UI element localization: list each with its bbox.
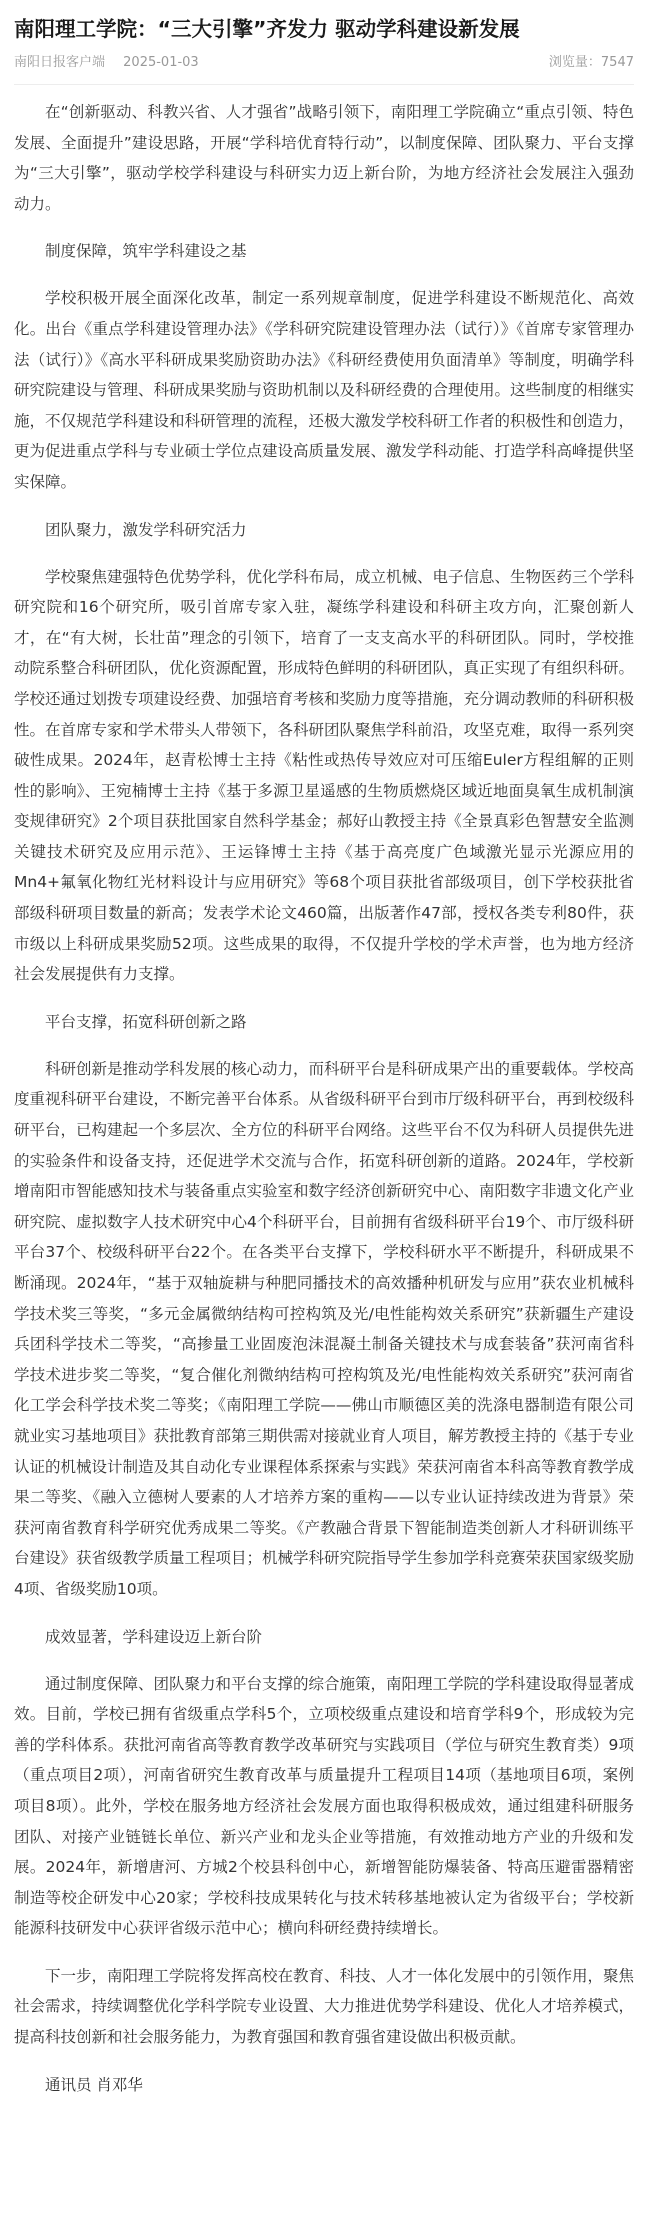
article-title: 南阳理工学院：“三大引擎”齐发力 驱动学科建设新发展 (14, 17, 520, 41)
view-count (549, 54, 634, 72)
section-paragraph: 科研创新是推动学科发展的核心动力，而科研平台是科研成果产出的重要载体。学校高度重视科研平台建设，不断完善平台体系。从省级科研平台到市厅级科研平台，再到校级科研平台，已构建起一个多层次、全方位的科研平台网络。这些平台不仅为科研人员提供先进的实验条件和设备支持，还促进学术交流与合作，拓宽科研创新的道路。2024年，学校新增南阳市智能感知技术与装备重点实验室和数字经济创新研究中心、南阳数字非遗文化产业研究院、虚拟数字人技术研究中心4个科研平台，目前拥有省级科研平台19个、市厅级科研平台37个、校级科研平台22个。在各类平台支撑下，学校科研水平不断提升，科研成果不断涌现。2024年，“基于双轴旋耕与种肥同播技术的高效播种机研发与应用”获农业机械科学技术奖三等奖，“多元金属微纳结构可控构筑及光/电性能构效关系研究”获新疆生产建设兵团科学技术二等奖，“高掺量工业固废泡沫混凝土制备关键技术与成套装备”获河南省科学技术进步奖二等奖，“复合催化剂微纳结构可控构筑及光/电性能构效关系研究”获河南省化工学会科学技术奖二等奖；《南阳理工学院——佛山市顺德区美的洗涤电器制造有限公司就业实习基地项目》获批教育部第三期供需对接就业育人项目，解芳教授主持的《基于专业认证的机械设计制造及其自动化专业课程体系探索与实践》荣获河南省本科高等教育教学成果二等奖、《融入立德树人要素的人才培养方案的重构——以专业认证持续改进为背景》荣获河南省教育科学研究优秀成果二等奖。《产教融合背景下智能制造类创新人才科研训练平台建设》获省级教学质量工程项目；机械学科研究院指导学生参加学科竞赛荣获国家级奖励4项、省级奖励10项。 (14, 1059, 635, 1598)
section-heading: 团队聚力，激发学科研究活力 (45, 520, 247, 539)
article-source: 南阳日报客户端 (14, 55, 106, 70)
article-body (14, 97, 634, 2100)
meta-source-date (14, 54, 199, 72)
article-meta (14, 54, 634, 85)
article-author: 通讯员 肖邓华 (45, 2075, 143, 2094)
view-count-label: 浏览量： (548, 55, 601, 70)
section-heading: 制度保障，筑牢学科建设之基 (45, 242, 247, 261)
section-heading: 成效显著，学科建设迈上新台阶 (45, 1627, 263, 1646)
intro-paragraph: 在“创新驱动、科教兴省、人才强省”战略引领下，南阳理工学院确立“重点引领、特色发展、全面提升”建设思路，开展“学科培优育特行动”，以制度保障、团队聚力、平台支撑为“三大引擎”，驱动学校学科建设与科研实力迈上新台阶，为地方经济社会发展注入强劲动力。 (14, 103, 634, 213)
view-count-value: 7547 (600, 55, 634, 70)
section-paragraph: 学校积极开展全面深化改革，制定一系列规章制度，促进学科建设不断规范化、高效化。出台《重点学科建设管理办法》《学科研究院建设管理办法（试行）》《首席专家管理办法（试行）》《高水平科研成果奖励资助办法》《科研经费使用负面清单》等制度，明确学科研究院建设与管理、科研成果奖励与资助机制以及科研经费的合理使用。这些制度的相继实施，不仅规范学科建设和科研管理的流程，还极大激发学校科研工作者的积极性和创造力，更为促进重点学科与专业硕士学位点建设高质量发展、激发学科动能、打造学科高峰提供坚实保障。 (14, 289, 635, 491)
section-paragraph: 学校聚焦建强特色优势学科，优化学科布局，成立机械、电子信息、生物医药三个学科研究院和16个研究所，吸引首席专家入驻，凝练学科建设和科研主攻方向，汇聚创新人才，在“有大树，长壮苗”理念的引领下，培育了一支支高水平的科研团队。同时，学校推动院系整合科研团队，优化资源配置，形成特色鲜明的科研团队，真正实现了有组织科研。学校还通过划拨专项建设经费、加强培育考核和奖励力度等措施，充分调动教师的科研积极性。在首席专家和学术带头人带领下，各科研团队聚焦学科前沿，攻坚克难，取得一系列突破性成果。2024年，赵青松博士主持《粘性或热传导效应对可压缩Euler方程组解的正则性的影响》、王宛楠博士主持《基于多源卫星遥感的生物质燃烧区域近地面臭氧生成机制演变规律研究》2个项目获批国家自然科学基金；郝好山教授主持《全景真彩色智慧安全监测关键技术研究及应用示范》、王运锋博士主持《基于高亮度广色域激光显示光源应用的Mn4+氟氧化物红光材料设计与应用研究》等68个项目获批省部级项目，创下学校获批省部级科研项目数量的新高；发表学术论文460篇，出版著作47部，授权各类专利80件，获市级以上科研成果奖励52项。这些成果的取得，不仅提升学校的学术声誉，也为地方经济社会发展提供有力支撑。 (14, 567, 635, 984)
section-paragraph: 通过制度保障、团队聚力和平台支撑的综合施策，南阳理工学院的学科建设取得显著成效。目前，学校已拥有省级重点学科5个，立项校级重点建设和培育学科9个，形成较为完善的学科体系。获批河南省高等教育教学改革研究与实践项目（学位与研究生教育类）9项（重点项目2项），河南省研究生教育改革与质量提升工程项目14项（基地项目6项，案例项目8项）。此外，学校在服务地方经济社会发展方面也取得积极成效，通过组建科研服务团队、对接产业链链长单位、新兴产业和龙头企业等措施，有效推动地方产业的升级和发展。2024年，新增唐河、方城2个校县科创中心，新增智能防爆装备、特高压避雷器精密制造等校企研发中心20家；学校科技成果转化与技术转移基地被认定为省级平台；学校新能源科技研发中心获评省级示范中心；横向科研经费持续增长。 (14, 1674, 635, 1938)
closing-paragraph: 下一步，南阳理工学院将发挥高校在教育、科技、人才一体化发展中的引领作用，聚焦社会需求，持续调整优化学科学院专业设置、大力推进优势学科建设、优化人才培养模式，提高科技创新和社会服务能力，为教育强国和教育强省建设做出积极贡献。 (14, 1966, 635, 2047)
article-date: 2025-01-03 (123, 55, 199, 70)
section-heading: 平台支撑，拓宽科研创新之路 (45, 1012, 247, 1031)
